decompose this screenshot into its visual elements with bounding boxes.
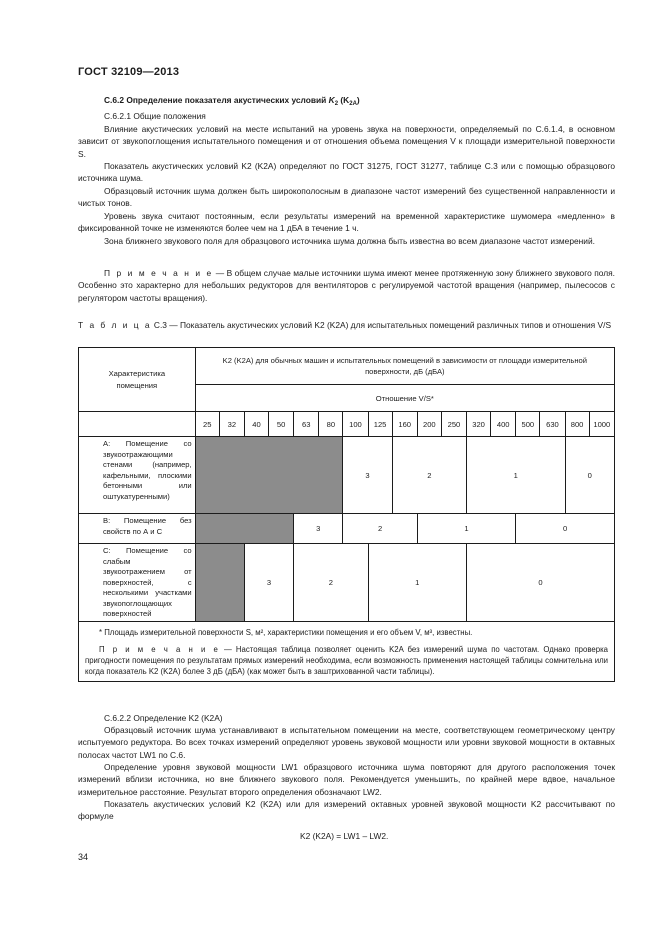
shaded-cell (195, 544, 244, 622)
table-row-b (79, 514, 615, 544)
paragraph: Образцовый источник шума должен быть широкополосным в диапазоне частот измерений без существенной направленности и чистых тонов. (78, 186, 615, 209)
ratio-cell: 320 (467, 412, 491, 437)
ratio-cell: 40 (244, 412, 268, 437)
table-caption: Т а б л и ц а С.3 — Показатель акустических условий K2 (K2A) для испытательных помещений различных типов и отношения V/S (78, 320, 612, 330)
ratio-cell: 1000 (589, 412, 614, 437)
table-row-c (79, 544, 615, 622)
row-label: В: Помещение без свойств по А и С (79, 514, 196, 544)
row-label: А: Помещение со звукоотражающими стенами (например, кафельными, плоскими бетонными или оштукатуренными) (79, 437, 196, 514)
paragraph: Образцовый источник шума устанавливают в испытательном помещении на месте, соответствующем геометрическому центру испытуемого редуктора. Во всех точках измерений определяют уровень звуковой мощности или уровни звуковой мощности в октавных полосах частот LW1 по С.6. (78, 725, 615, 760)
ratio-cell: 250 (441, 412, 466, 437)
ratio-cell: 500 (516, 412, 540, 437)
subsection-title: С.6.2.1 Общие положения (104, 111, 206, 121)
document-header: ГОСТ 32109—2013 (78, 66, 180, 78)
value-cell: 1 (417, 514, 516, 544)
ratio-cell: 63 (294, 412, 319, 437)
ratio-cell: 32 (219, 412, 244, 437)
value-cell: 1 (467, 437, 566, 514)
paragraph: Уровень звука считают постоянным, если результаты измерений на временной характеристике шумомера «медленно» в фиксированной точке не изменяются более чем на 1 дБА в течение 1 ч. (78, 211, 615, 234)
ratio-header: Отношение V/S* (195, 385, 614, 412)
table-corner-header: Характеристика помещения (79, 348, 196, 412)
ratio-cell: 125 (368, 412, 392, 437)
value-cell: 0 (565, 437, 614, 514)
value-cell: 2 (392, 437, 466, 514)
table-footer (79, 621, 615, 681)
row-label: С: Помещение со слабым звукоотражением от поверхностей, с несколькими участками звукопоглощающих поверхностей (79, 544, 196, 622)
paragraph: Зона ближнего звукового поля для образцового источника шума должна быть известна во всем диапазоне частот измерений. (104, 236, 595, 246)
ratio-cell: 100 (343, 412, 368, 437)
ratio-cell: 800 (565, 412, 589, 437)
ratio-cell: 200 (417, 412, 441, 437)
ratio-cell: 400 (491, 412, 516, 437)
formula: K2 (K2A) = LW1 – LW2. (300, 831, 389, 841)
section-title: С.6.2 Определение показателя акустических условий $K_2$ $(K_{2A})$ (104, 95, 360, 107)
note: П р и м е ч а н и е — В общем случае малые источники шума имеют менее протяженную зону ближнего звукового поля. Особенно это характерно для небольших редукторов для вентиляторов с регулируемой частотой вращения (например, пылесосов с регулятором частоты вращения). (78, 268, 615, 303)
ratio-cell: 80 (319, 412, 343, 437)
page-number: 34 (78, 852, 89, 862)
value-cell: 0 (516, 514, 615, 544)
value-cell: 3 (294, 514, 343, 544)
ratio-cell: 25 (195, 412, 219, 437)
value-cell: 0 (467, 544, 615, 622)
value-cell: 2 (294, 544, 368, 622)
ratio-cell: 160 (392, 412, 417, 437)
paragraph: Определение уровня звуковой мощности LW1 образцового источника шума повторяют для другого расположения точек измерений вблизи источника, но вне ближнего звукового поля. Рекомендуется уменьшить, по крайней мере вдвое, начальное измерительное расстояние. Результат второго определения обозначают LW2. (78, 762, 615, 797)
table-note: П р и м е ч а н и е — Настоящая таблица позволяет оценить K2A без измерений шума по частотам. Однако проверка пригодности помещения по результатам прямых измерений необходима, если возможность применения настоящей таблицы сомнительна или когда показатель K2 (K2A) более 3 дБ (дБА) (как может быть в заштрихованной части таблицы). (85, 644, 608, 676)
ratio-cell: 630 (540, 412, 565, 437)
paragraph: Показатель акустических условий K2 (K2A) определяют по ГОСТ 31275, ГОСТ 31277, таблице С.3 или с помощью образцового источника шума. (78, 161, 615, 184)
table-footnote: * Площадь измерительной поверхности S, м², характеристики помещения и его объем V, м³, известны. (99, 627, 473, 637)
table-top-header: K2 (K2A) для обычных машин и испытательных помещений в зависимости от площади измерительной поверхности, дБ (дБА) (195, 348, 614, 385)
acoustic-conditions-table (78, 347, 615, 682)
paragraph: Показатель акустических условий K2 (K2A) или для измерений октавных уровней звуковой мощности K2 рассчитывают по формуле (78, 799, 615, 822)
paragraph: Влияние акустических условий на месте испытаний на уровень звука на поверхности, определяемый по С.6.1.4, в основном зависит от звукопоглощения испытательного помещения и от отношения объема помещения V к площади измерительной поверхности S. (78, 124, 615, 159)
value-cell: 3 (343, 437, 392, 514)
value-cell: 2 (343, 514, 417, 544)
ratio-row (79, 412, 615, 437)
value-cell: 3 (244, 544, 293, 622)
value-cell: 1 (368, 544, 467, 622)
subsection-title: С.6.2.2 Определение K2 (K2A) (104, 713, 223, 723)
shaded-cell (195, 437, 343, 514)
table-footer-row (79, 621, 615, 681)
table-row-a (79, 437, 615, 514)
shaded-cell (195, 514, 294, 544)
ratio-cell: 50 (269, 412, 294, 437)
